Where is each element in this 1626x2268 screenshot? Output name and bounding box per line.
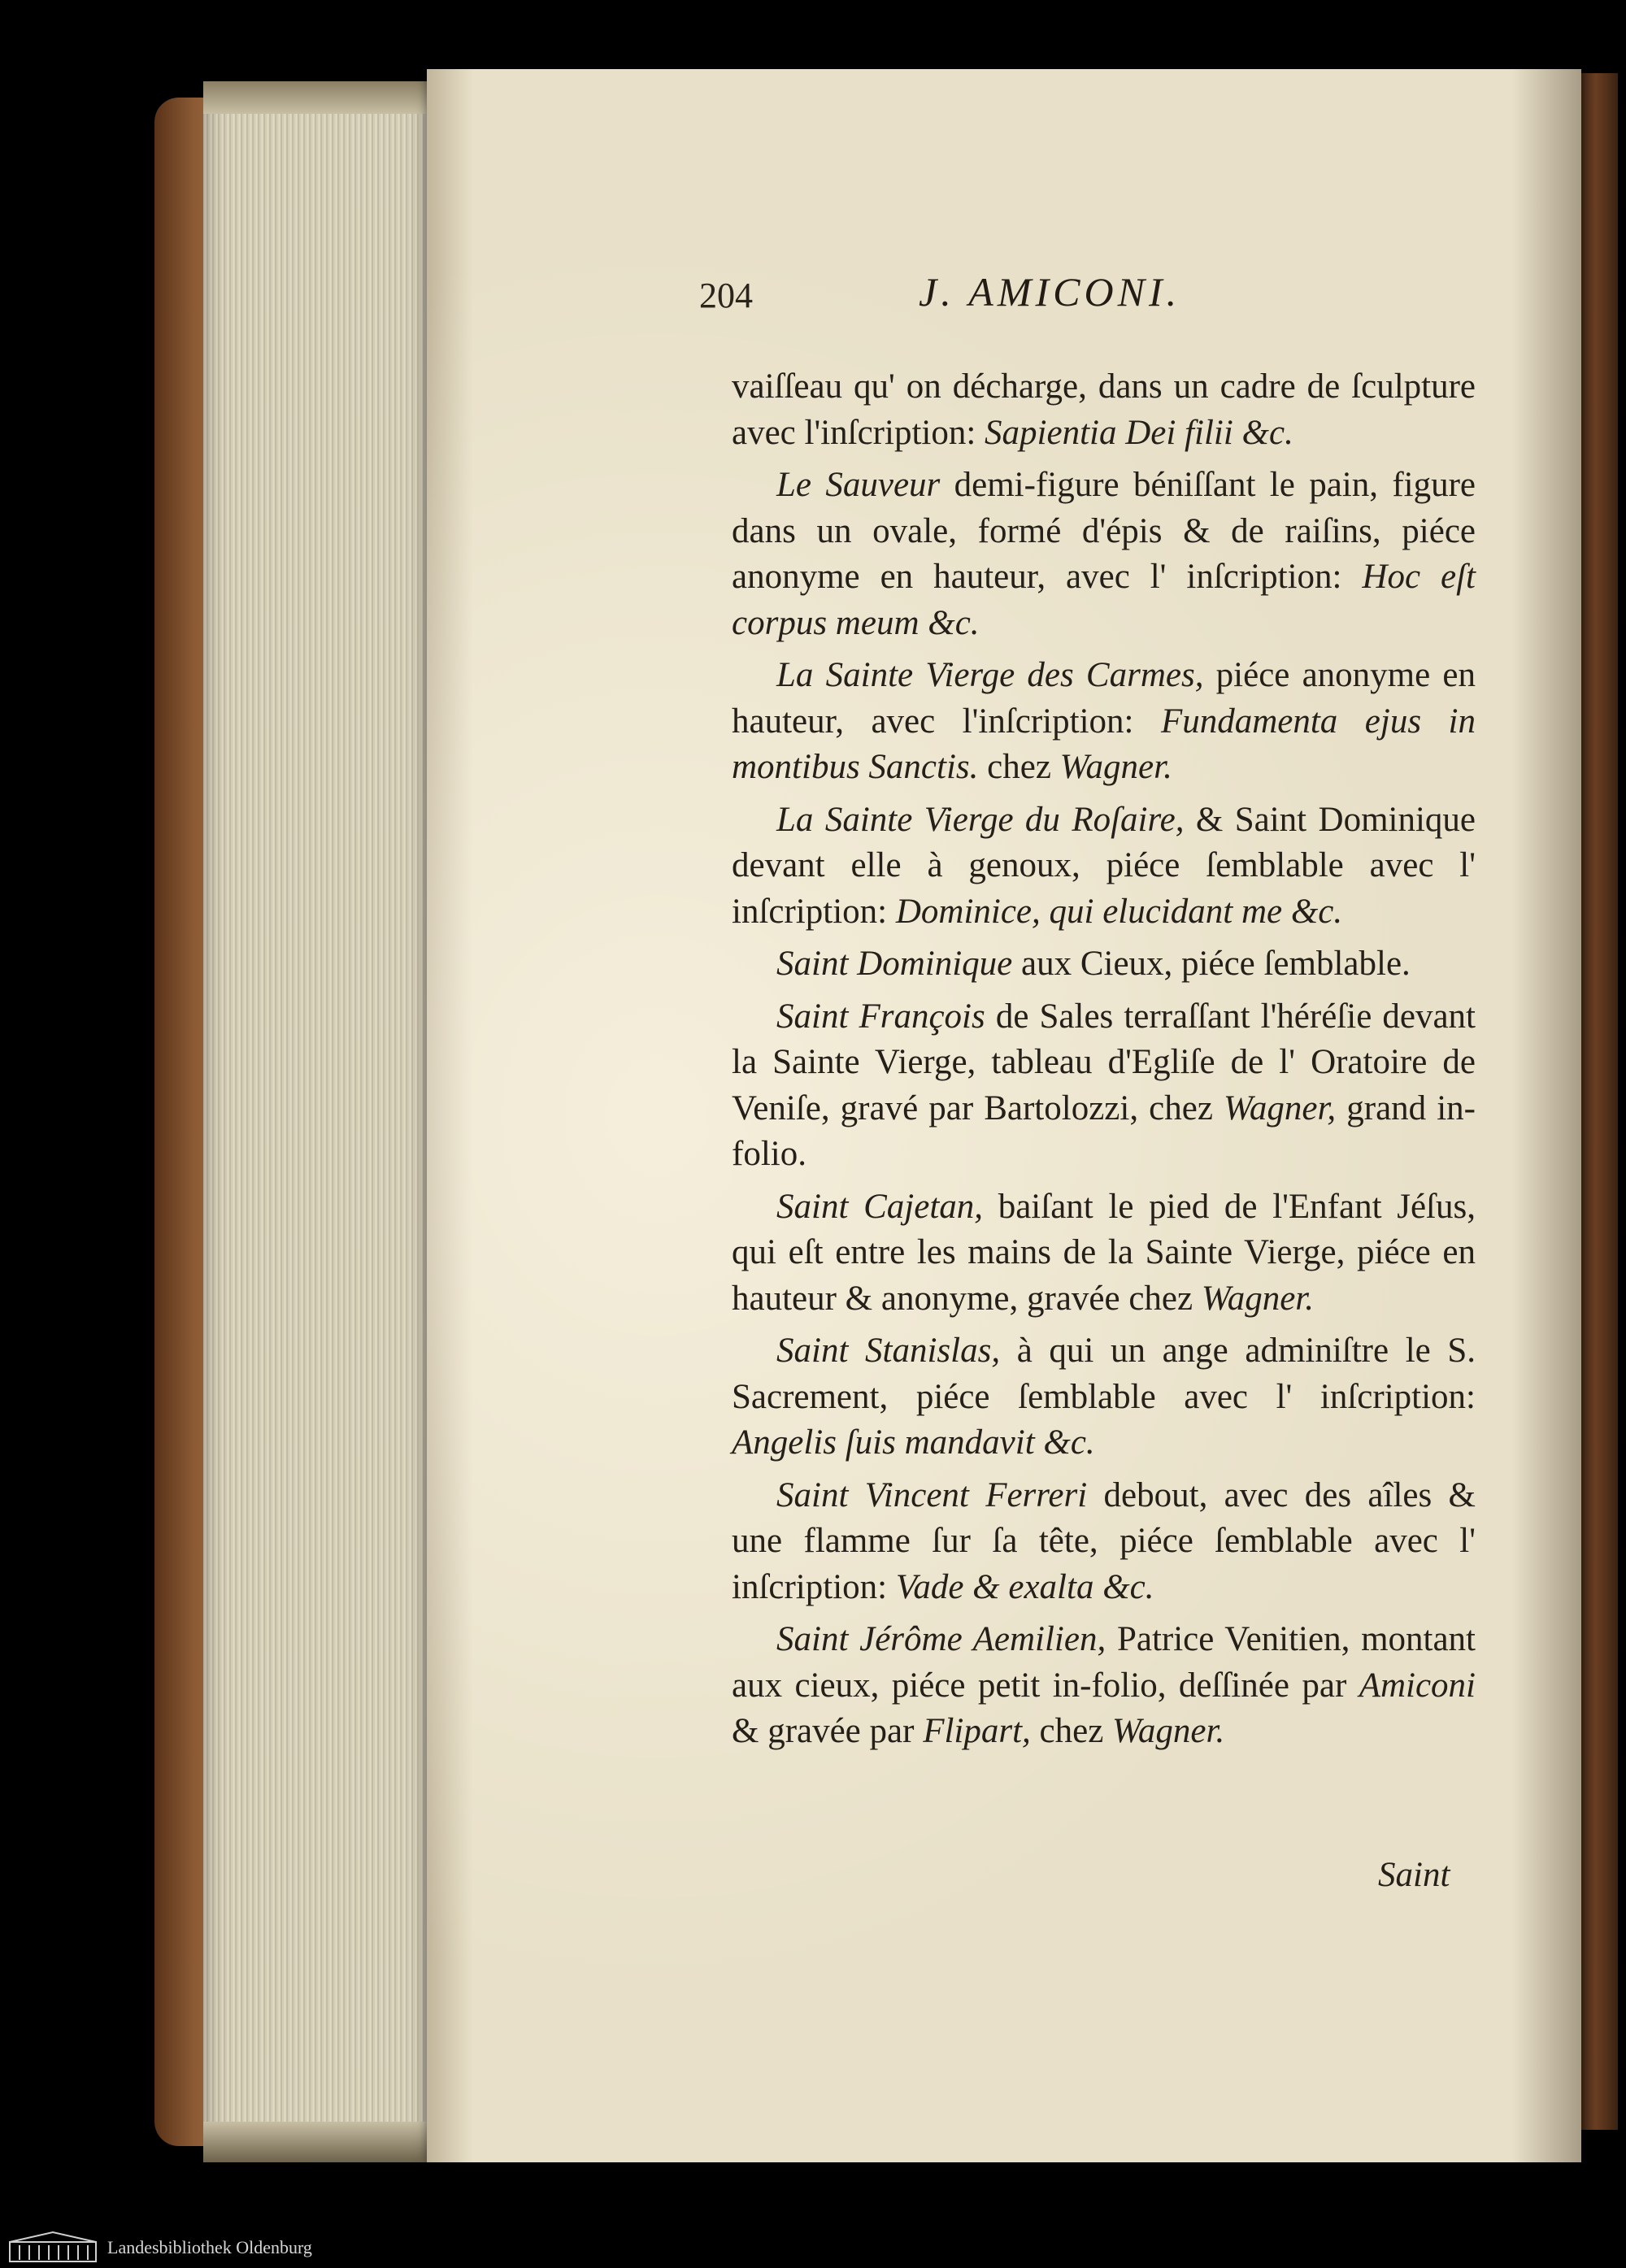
italic-title-text: Saint Vincent Ferreri: [776, 1475, 1088, 1514]
italic-title-text: Saint Dominique: [776, 945, 1013, 983]
body-text: debout, avec des aîles & une flamme ſur ſa tête, piéce ſemblable avec l' inſcription:: [732, 1475, 1476, 1606]
italic-title-text: Wagner.: [1112, 1712, 1225, 1750]
body-text: à qui un ange adminiſtre le S. Sacrement, piéce ſemblable avec l' inſcription:: [732, 1332, 1476, 1416]
italic-title-text: Saint Stanislas,: [776, 1332, 1001, 1370]
entry: [732, 1184, 1476, 1323]
italic-title-text: Sapientia Dei filii &c.: [985, 413, 1293, 452]
library-name: Landesbibliothek Oldenburg: [107, 2237, 312, 2257]
italic-title-text: Angelis ſuis mandavit &c.: [732, 1423, 1095, 1462]
italic-title-text: Saint François: [776, 997, 985, 1036]
running-title: J. AMICONI.: [919, 269, 1181, 315]
italic-title-text: La Sainte Vierge du Roſaire,: [776, 800, 1185, 839]
body-text: demi-figure béniſſant le pain, figure dans un ovale, formé d'épis & de raiſins, piéce anonyme en hauteur, avec l' inſcription:: [732, 466, 1476, 596]
italic-title-text: Hoc eſt corpus meum &c.: [732, 558, 1476, 642]
italic-title-text: Le Sauveur: [776, 466, 941, 504]
body-text: baiſant le pied de l'Enfant Jéſus, qui eſt entre les mains de la Sainte Vierge, piéce en hauteur & anonyme, gravée chez: [732, 1187, 1476, 1318]
entry: [732, 463, 1476, 646]
italic-title-text: Flipart,: [923, 1712, 1031, 1750]
body-text: Patrice Venitien, montant aux cieux, piéce petit in-folio, deſſinée par: [732, 1620, 1476, 1705]
entry: [732, 994, 1476, 1178]
page-edges-top: [203, 81, 431, 114]
library-building-icon: [8, 2231, 98, 2263]
body-text: & Saint Dominique devant elle à genoux, piéce ſemblable avec l' inſcription:: [732, 800, 1476, 931]
body-text: chez: [1030, 1712, 1113, 1750]
entry: [732, 1328, 1476, 1466]
page-number: 204: [699, 276, 753, 315]
entry: [732, 797, 1476, 936]
italic-title-text: Saint Cajetan,: [776, 1187, 984, 1226]
italic-title-text: Dominice, qui elucidant me &c.: [895, 892, 1343, 931]
body-text: de Sales terraſſant l'héréſie devant la Sainte Vierge, tableau d'Egliſe de l' Oratoire de Veniſe, gravé par Bartolozzi, chez: [732, 997, 1476, 1127]
entry: [732, 653, 1476, 791]
body-text: vaiſſeau qu' on décharge, dans un cadre de ſculpture avec l'inſcription:: [732, 367, 1476, 452]
catchword: Saint: [1378, 1856, 1450, 1894]
text-block: [732, 364, 1476, 1762]
italic-title-text: Amiconi: [1359, 1666, 1476, 1705]
entry: [732, 364, 1476, 456]
italic-title-text: Fundamenta ejus in montibus Sanctis.: [732, 702, 1476, 786]
body-text: aux Cieux, piéce ſemblable.: [1012, 945, 1411, 983]
italic-title-text: Wagner.: [1059, 748, 1172, 786]
body-text: & gravée par: [732, 1712, 924, 1750]
body-text: chez: [978, 748, 1060, 786]
italic-title-text: Wagner,: [1223, 1088, 1337, 1127]
body-text: grand in-folio.: [732, 1088, 1476, 1173]
italic-title-text: Vade & exalta &c.: [895, 1567, 1154, 1606]
entry: [732, 941, 1476, 988]
entry: [732, 1473, 1476, 1611]
page-edges-bottom: [203, 2122, 431, 2162]
italic-title-text: Saint Jérôme Aemilien,: [776, 1620, 1106, 1658]
body-text: piéce anonyme en hauteur, avec l'inſcription:: [732, 656, 1476, 741]
page-edges: [203, 81, 431, 2162]
italic-title-text: La Sainte Vierge des Carmes,: [776, 656, 1204, 694]
italic-title-text: Wagner.: [1201, 1279, 1315, 1318]
entry: [732, 1617, 1476, 1755]
